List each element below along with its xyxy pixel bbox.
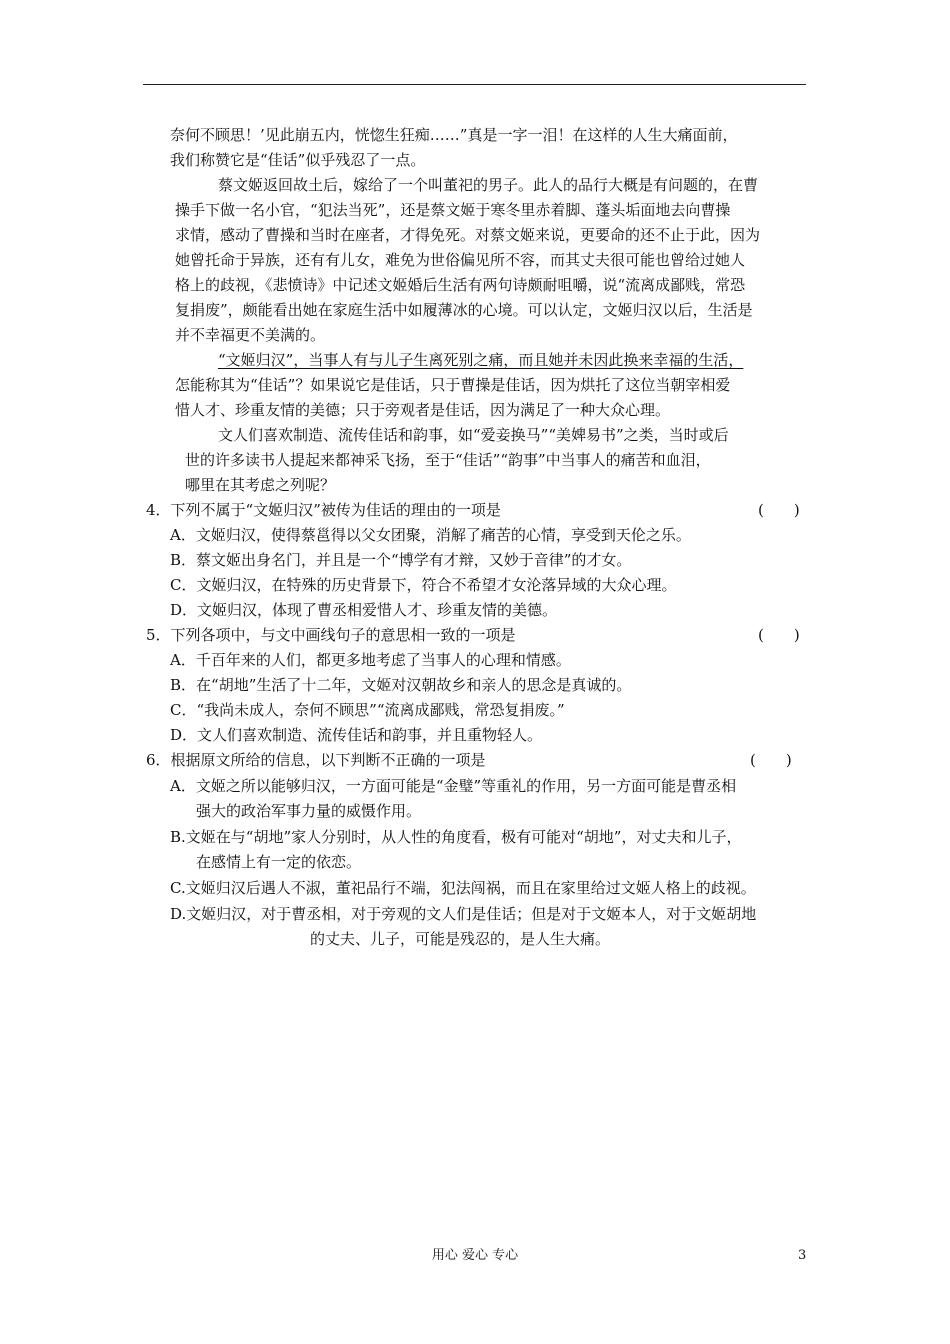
passage-line: 我们称赞它是“佳话”似乎残忍了一点。 <box>170 151 426 169</box>
header-rule <box>143 84 806 85</box>
answer-paren: ( ) <box>758 501 800 519</box>
answer-paren: ( ) <box>758 626 800 644</box>
option-c: C.文姬归汉后遇人不淑，董祀品行不端，犯法闯祸，而且在家里给过文姬人格上的歧视。 <box>170 879 756 897</box>
option-c: C．“我尚未成人，奈何不顾思”“流离成鄙贱，常恐复捐废。” <box>170 701 565 719</box>
footer-motto: 用心 爱心 专心 <box>431 1248 519 1263</box>
passage-line: 怎能称其为“佳话”？如果说它是佳话，只于曹操是佳话，因为烘托了这位当朝宰相爱 <box>175 376 731 394</box>
passage-line: 文人们喜欢制造、流传佳话和韵事，如“爱妾换马”“美婢易书”之类，当时或后 <box>218 426 729 444</box>
option-a: A．千百年来的人们，都更多地考虑了当事人的心理和情感。 <box>170 651 571 669</box>
passage-line: 操手下做一名小官，“犯法当死”，还是蔡文姬于寒冬里赤着脚、蓬头垢面地去向曹操 <box>175 201 731 219</box>
option-b-continued: 在感情上有一定的依恋。 <box>196 853 362 871</box>
passage-line: 哪里在其考虑之列呢？ <box>185 476 336 494</box>
option-a: A．文姬之所以能够归汉，一方面可能是“金璧”等重礼的作用，另一方面可能是曹丞相 <box>170 777 737 795</box>
option-d-continued: 的丈夫、儿子，可能是残忍的，是人生大痛。 <box>310 930 611 948</box>
question-stem: 6．根据原文所给的信息，以下判断不正确的一项是 <box>146 751 486 769</box>
option-c: C．文姬归汉，在特殊的历史背景下，符合不希望才女沦落异域的大众心理。 <box>170 576 677 594</box>
page-number: 3 <box>798 1248 807 1263</box>
passage-line: 求情，感动了曹操和当时在座者，才得免死。对蔡文姬来说，更要命的还不止于此，因为 <box>175 226 761 244</box>
question-stem: 5．下列各项中，与文中画线句子的意思相一致的一项是 <box>146 626 516 644</box>
passage-line: 世的许多读书人提起来都神采飞扬，至于“佳话”“韵事”中当事人的痛苦和血泪， <box>185 451 711 469</box>
option-d: D．文姬归汉，体现了曹丞相爱惜人才、珍重友情的美德。 <box>170 601 558 619</box>
passage-line: 奈何不顾思！’见此崩五内，恍惚生狂痴……”真是一字一泪！在这样的人生大痛面前， <box>170 126 738 144</box>
option-d: D.文姬归汉，对于曹丞相，对于旁观的文人们是佳话；但是对于文姬本人，对于文姬胡地 <box>170 905 757 923</box>
option-d: D．文人们喜欢制造、流传佳话和韵事，并且重物轻人。 <box>170 726 543 744</box>
option-b: B.文姬在与“胡地”家人分别时，从人性的角度看，极有可能对“胡地”，对丈夫和儿子， <box>170 828 742 846</box>
passage-line: 格上的歧视，《悲愤诗》中记述文姬婚后生活有两句诗颇耐咀嚼，说“流离成鄙贱，常恐 <box>175 276 746 294</box>
passage-line: 并不幸福更不美满的。 <box>175 326 326 344</box>
question-stem: 4．下列不属于“文姬归汉”被传为佳话的理由的一项是 <box>146 501 501 519</box>
option-b: B．在“胡地”生活了十二年，文姬对汉朝故乡和亲人的思念是真诚的。 <box>170 676 632 694</box>
passage-line: 蔡文姬返回故土后，嫁给了一个叫董祀的男子。此人的品行大概是有问题的，在曹 <box>218 176 759 194</box>
passage-line: 她曾托命于异族，还有有儿女，难免为世俗偏见所不容，而其丈夫很可能也曾给过她人 <box>175 251 746 269</box>
option-a: A．文姬归汉，使得蔡邕得以父女团聚，消解了痛苦的心情，享受到天伦之乐。 <box>170 526 691 544</box>
option-b: B．蔡文姬出身名门，并且是一个“博学有才辩，又妙于音律”的才女。 <box>170 551 632 569</box>
option-a-continued: 强大的政治军事力量的威慑作用。 <box>196 802 422 820</box>
answer-paren: ( ) <box>750 751 792 769</box>
underlined-sentence: “文姬归汉”，当事人有与儿子生离死别之痛，而且她并未因此换来幸福的生活， <box>218 351 744 369</box>
passage-line: 惜人才、珍重友情的美德；只于旁观者是佳话，因为满足了一种大众心理。 <box>175 401 671 419</box>
passage-line: 复捐废”，颇能看出她在家庭生活中如履薄冰的心境。可以认定，文姬归汉以后，生活是 <box>175 301 753 319</box>
